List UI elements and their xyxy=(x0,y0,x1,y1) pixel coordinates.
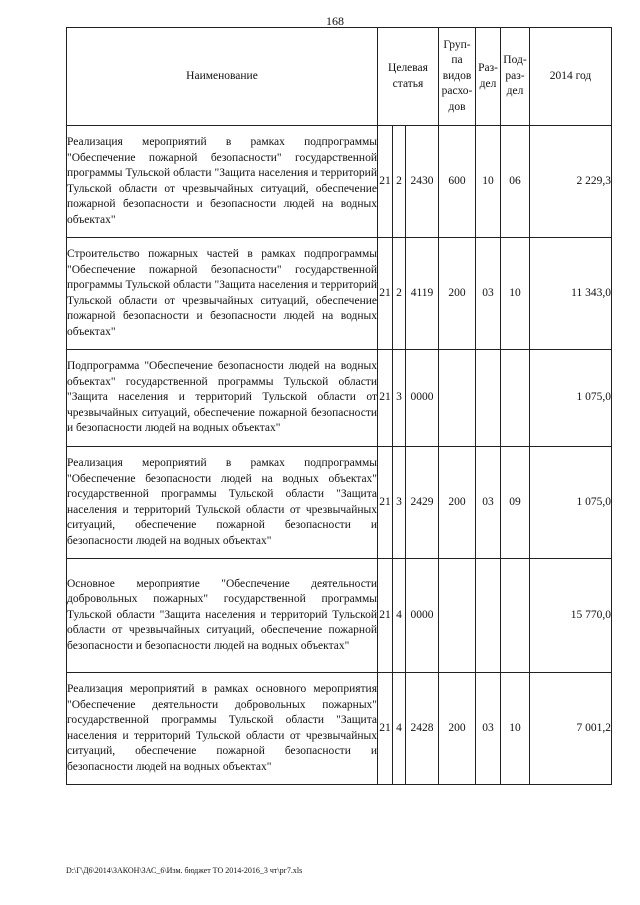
row-amount: 1 075,0 xyxy=(530,350,612,447)
table-row xyxy=(67,350,612,447)
row-subsection: 06 xyxy=(501,126,530,238)
header-section: Раз-дел xyxy=(476,28,501,126)
file-path-footer: D:\Г\Д6\2014\ЗАКОН\ЗАС_6\Изм. бюджет ТО 2014-2016_3 чт\рг7.xls xyxy=(66,866,303,875)
row-expense-group xyxy=(439,350,476,447)
table-row xyxy=(67,447,612,559)
header-name: Наименование xyxy=(67,28,378,126)
row-code-subprogram: 4 xyxy=(393,559,406,673)
row-code-direction: 2430 xyxy=(406,126,439,238)
row-code-program: 21 xyxy=(378,126,393,238)
row-code-program: 21 xyxy=(378,447,393,559)
row-amount: 1 075,0 xyxy=(530,447,612,559)
row-subsection xyxy=(501,350,530,447)
table-row xyxy=(67,559,612,673)
row-code-direction: 4119 xyxy=(406,238,439,350)
row-code-subprogram: 4 xyxy=(393,673,406,785)
row-section: 03 xyxy=(476,447,501,559)
row-name: Реализация мероприятий в рамках подпрограммы "Обеспечение безопасности людей на водных объектах" государственной программы Тульской области "Защита населения и территорий Тульской области от чрезвычайных ситуаций, обеспечение пожарной безопасности и безопасности людей на водных объектах" xyxy=(67,447,378,559)
table-row xyxy=(67,126,612,238)
header-expense-group: Груп-па видов расхо-дов xyxy=(439,28,476,126)
row-code-subprogram: 3 xyxy=(393,350,406,447)
row-code-program: 21 xyxy=(378,238,393,350)
header-subsection: Под-раз-дел xyxy=(501,28,530,126)
row-expense-group: 200 xyxy=(439,238,476,350)
row-code-direction: 2429 xyxy=(406,447,439,559)
row-name: Реализация мероприятий в рамках подпрограммы "Обеспечение пожарной безопасности" государственной программы Тульской области "Защита населения и территорий Тульской области от чрезвычайных ситуаций, обеспечение пожарной безопасности и безопасности людей на водных объектах" xyxy=(67,126,378,238)
row-amount: 2 229,3 xyxy=(530,126,612,238)
row-subsection xyxy=(501,559,530,673)
row-code-subprogram: 3 xyxy=(393,447,406,559)
row-section xyxy=(476,350,501,447)
row-code-direction: 0000 xyxy=(406,350,439,447)
table-row xyxy=(67,673,612,785)
table-header-row xyxy=(67,28,612,126)
row-code-subprogram: 2 xyxy=(393,126,406,238)
row-subsection: 09 xyxy=(501,447,530,559)
row-name: Основное мероприятие "Обеспечение деятельности добровольных пожарных" государственной программы Тульской области "Защита населения и территорий Тульской области от чрезвычайных ситуаций, обеспечение пожарной безопасности и безопасности людей на водных объектах" xyxy=(67,559,378,673)
page-number: 168 xyxy=(326,14,344,28)
row-code-direction: 2428 xyxy=(406,673,439,785)
row-section: 03 xyxy=(476,673,501,785)
row-code-program: 21 xyxy=(378,350,393,447)
row-subsection: 10 xyxy=(501,673,530,785)
budget-table xyxy=(66,27,612,785)
row-amount: 15 770,0 xyxy=(530,559,612,673)
row-code-program: 21 xyxy=(378,673,393,785)
row-name: Подпрограмма "Обеспечение безопасности людей на водных объектах" государственной программы Тульской области "Защита населения и территорий Тульской области от чрезвычайных ситуаций, обеспечение пожарной безопасности и безопасности людей на водных объектах" xyxy=(67,350,378,447)
row-expense-group xyxy=(439,559,476,673)
row-code-subprogram: 2 xyxy=(393,238,406,350)
row-section: 10 xyxy=(476,126,501,238)
row-amount: 11 343,0 xyxy=(530,238,612,350)
row-expense-group: 600 xyxy=(439,126,476,238)
row-code-direction: 0000 xyxy=(406,559,439,673)
row-section: 03 xyxy=(476,238,501,350)
row-name: Строительство пожарных частей в рамках подпрограммы "Обеспечение пожарной безопасности" государственной программы Тульской области "Защита населения и территорий Тульской области от чрезвычайных ситуаций, обеспечение пожарной безопасности и безопасности людей на водных объектах" xyxy=(67,238,378,350)
header-target-item: Целевая статья xyxy=(378,28,439,126)
row-expense-group: 200 xyxy=(439,447,476,559)
row-subsection: 10 xyxy=(501,238,530,350)
row-expense-group: 200 xyxy=(439,673,476,785)
row-section xyxy=(476,559,501,673)
row-name: Реализация мероприятий в рамках основного мероприятия "Обеспечение деятельности добровольных пожарных" государственной программы Тульской области "Защита населения и территорий Тульской области от чрезвычайных ситуаций, обеспечение пожарной безопасности и безопасности людей на водных объектах" xyxy=(67,673,378,785)
row-amount: 7 001,2 xyxy=(530,673,612,785)
row-code-program: 21 xyxy=(378,559,393,673)
header-year: 2014 год xyxy=(530,28,612,126)
table-row xyxy=(67,238,612,350)
